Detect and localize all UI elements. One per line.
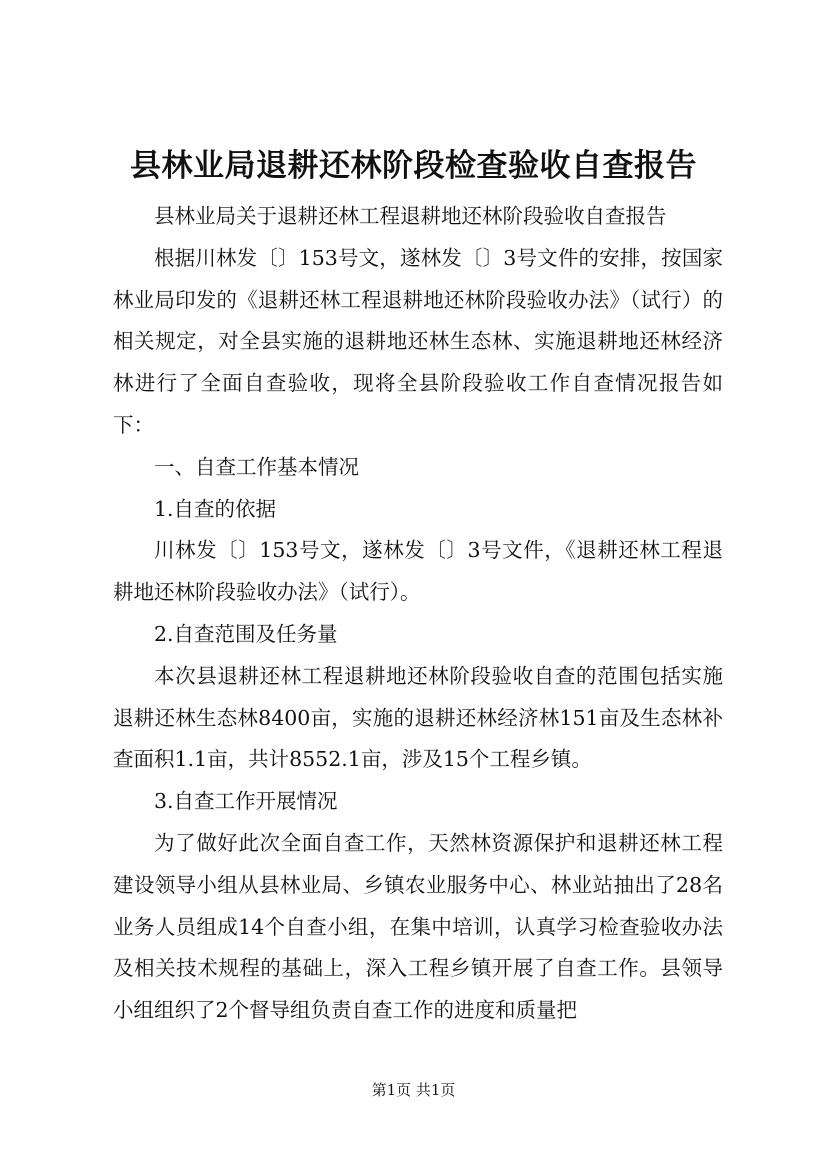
page-footer: 第1页 共1页 xyxy=(371,1081,456,1099)
intro-paragraph: 根据川林发〔〕153号文，遂林发〔〕3号文件的安排，按国家林业局印发的《退耕还林工程退耕地还林阶段验收办法》（试行）的相关规定，对全县实施的退耕地还林生态林、实施退耕地还林经济林进行了全面自查验收，现将全县阶段验收工作自查情况报告如下： xyxy=(113,245,723,437)
subsection-heading-scope: 2.自查范围及任务量 xyxy=(154,621,338,646)
report-subtitle-paragraph: 县林业局关于退耕还林工程退耕地还林阶段验收自查报告 xyxy=(154,204,667,228)
basis-paragraph: 川林发〔〕153号文，遂林发〔〕3号文件，《退耕还林工程退耕地还林阶段验收办法》（试行）。 xyxy=(113,538,723,605)
progress-paragraph: 为了做好此次全面自查工作，天然林资源保护和退耕还林工程建设领导小组从县林业局、乡镇农业服务中心、林业站抽出了28名业务人员组成14个自查小组，在集中培训，认真学习检查验收办法及相关技术规程的基础上，深入工程乡镇开展了自查工作。县领导小组组织了2个督导组负责自查工作的进度和质量把 xyxy=(113,830,723,1023)
document-title: 县林业局退耕还林阶段检查验收自查报告 xyxy=(130,148,697,184)
section-heading-1: 一、自查工作基本情况 xyxy=(154,454,359,479)
scope-paragraph: 本次县退耕还林工程退耕地还林阶段验收自查的范围包括实施退耕还林生态林8400亩，实施的退耕还林经济林151亩及生态林补查面积1.1亩，共计8552.1亩，涉及15个工程乡镇。 xyxy=(113,663,723,772)
document-body xyxy=(113,196,723,1032)
subsection-heading-progress: 3.自查工作开展情况 xyxy=(154,789,338,814)
subsection-heading-basis: 1.自查的依据 xyxy=(154,496,277,521)
